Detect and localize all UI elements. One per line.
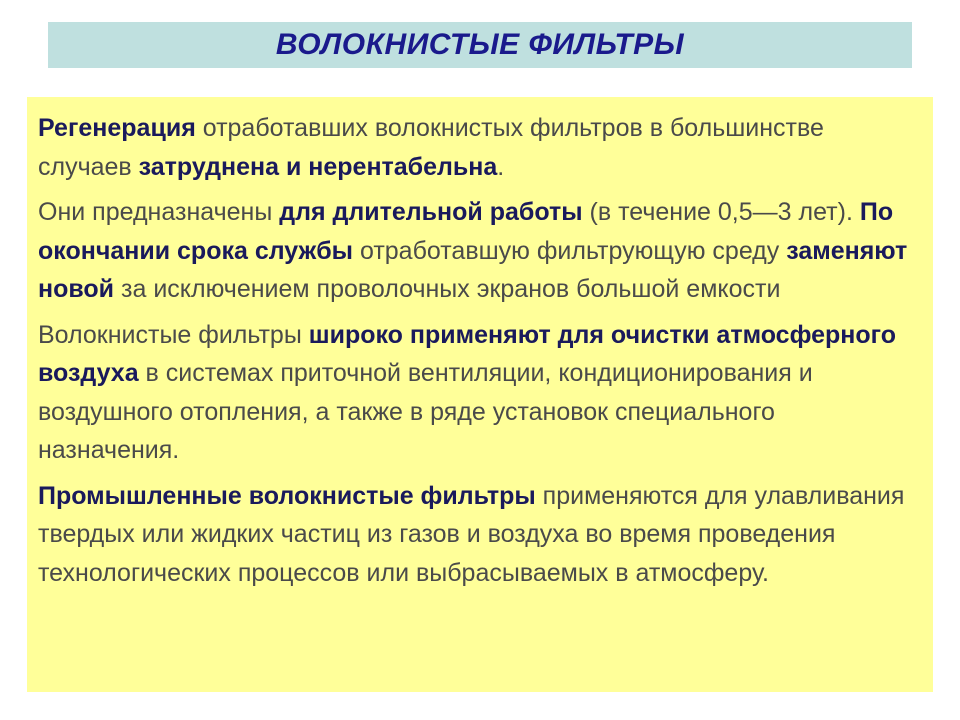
title-bar — [48, 22, 912, 68]
emphasis: Промышленные волокнистые фильтры — [38, 481, 536, 510]
text-span: за исключением проволочных экранов большой емкости — [114, 275, 781, 303]
text-span: отработавшую фильтрующую среду — [353, 236, 787, 265]
emphasis: Регенерация — [38, 114, 196, 142]
paragraph-industrial — [38, 477, 919, 593]
content-box — [27, 97, 933, 692]
emphasis: для длительной работы — [279, 198, 583, 226]
text-span: Они предназначены — [38, 198, 280, 226]
paragraph-service-life — [38, 193, 919, 309]
text-span: отработавших волокнистых фильтров в большинстве случаев — [38, 114, 824, 181]
text-span: . — [497, 152, 505, 181]
paragraph-regeneration — [38, 109, 919, 186]
text-span: (в течение 0,5—3 лет). — [582, 198, 860, 226]
emphasis: По окончании срока службы — [38, 198, 894, 265]
text-span: в системах приточной вентиляции, кондиционирования и воздушного отопления, а также в ряде установок специального назначения. — [38, 359, 813, 464]
emphasis: заменяют новой — [38, 236, 908, 303]
emphasis: широко применяют для очистки атмосферного воздуха — [38, 320, 897, 387]
emphasis: затруднена и нерентабельна — [138, 152, 498, 181]
text-span: Волокнистые фильтры — [38, 320, 309, 349]
text-span: применяются для улавливания твердых или жидких частиц из газов и воздуха во время проведения технологических процессов или выбрасываемых в атмосферу. — [38, 481, 905, 587]
paragraph-applications — [38, 316, 919, 470]
slide-title: ВОЛОКНИСТЫЕ ФИЛЬТРЫ — [275, 28, 685, 61]
